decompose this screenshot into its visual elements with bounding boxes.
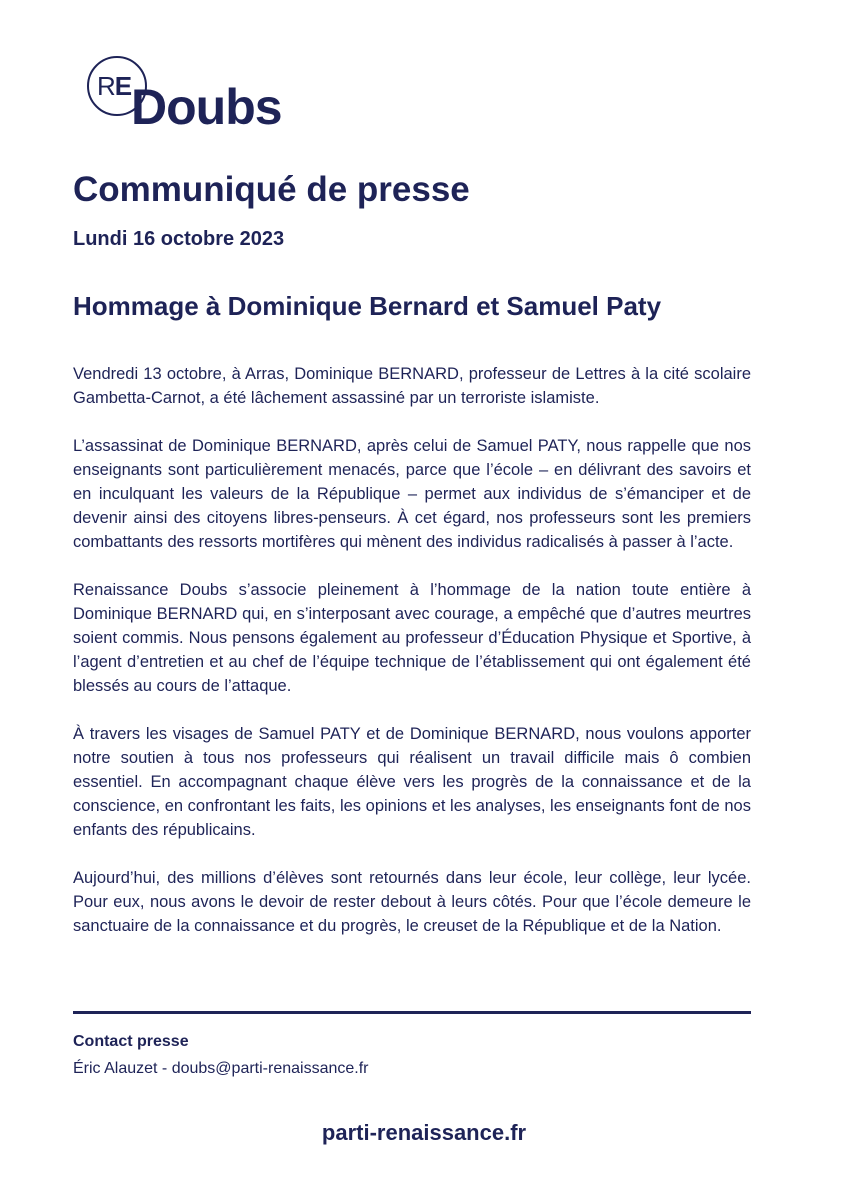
renaissance-doubs-logo	[87, 56, 297, 136]
headline: Hommage à Dominique Bernard et Samuel Paty	[73, 291, 662, 321]
divider	[73, 1011, 751, 1014]
page-title: Communiqué de presse	[73, 170, 470, 209]
paragraph: Renaissance Doubs s’associe pleinement à l’hommage de la nation toute entière à Dominique BERNARD qui, en s’interposant avec courage, a empêché que d’autres meurtres soient commis. Nous pensons également au professeur d’Éducation Physique et Sportive, à l’agent d’entretien et au chef de l’équipe technique de l’établissement qui ont également été blessés au cours de l’attaque.	[73, 581, 751, 695]
paragraph: Vendredi 13 octobre, à Arras, Dominique BERNARD, professeur de Lettres à la cité scolaire Gambetta-Carnot, a été lâchement assassiné par un terroriste islamiste.	[73, 365, 751, 407]
logo-re-mark	[97, 71, 131, 102]
logo-re-light: R	[97, 71, 115, 101]
paragraph: Aujourd’hui, des millions d’élèves sont retournés dans leur école, leur collège, leur lycée. Pour eux, nous avons le devoir de rester debout à leurs côtés. Pour que l’école demeure le sanctuaire de la connaissance et du progrès, le creuset de la République et de la Nation.	[73, 869, 751, 935]
contact-label: Contact presse	[73, 1033, 189, 1050]
press-date: Lundi 16 octobre 2023	[73, 228, 285, 250]
footer-website-link[interactable]: parti-renaissance.fr	[321, 1120, 527, 1145]
paragraph: À travers les visages de Samuel PATY et de Dominique BERNARD, nous voulons apporter notre soutien à tous nos professeurs qui réalisent un travail difficile mais ô combien essentiel. En accompagnant chaque élève vers les progrès de la connaissance et de la conscience, en confrontant les faits, les opinions et les analyses, les enseignants font de nos enfants des républicains.	[73, 725, 751, 839]
contact-info: Éric Alauzet - doubs@parti-renaissance.fr	[73, 1060, 369, 1077]
logo-re-bold: E	[114, 71, 132, 101]
logo-doubs-text: Doubs	[131, 79, 282, 135]
paragraph: L’assassinat de Dominique BERNARD, après celui de Samuel PATY, nous rappelle que nos enseignants sont particulièrement menacés, parce que l’école – en délivrant des savoirs et en inculquant les valeurs de la République – permet aux individus de s’émanciper et de devenir ainsi des citoyens libres-penseurs. À cet égard, nos professeurs sont les premiers combattants des ressorts mortifères qui mènent des individus radicalisés à passer à l’acte.	[73, 437, 751, 551]
press-body	[73, 362, 751, 962]
